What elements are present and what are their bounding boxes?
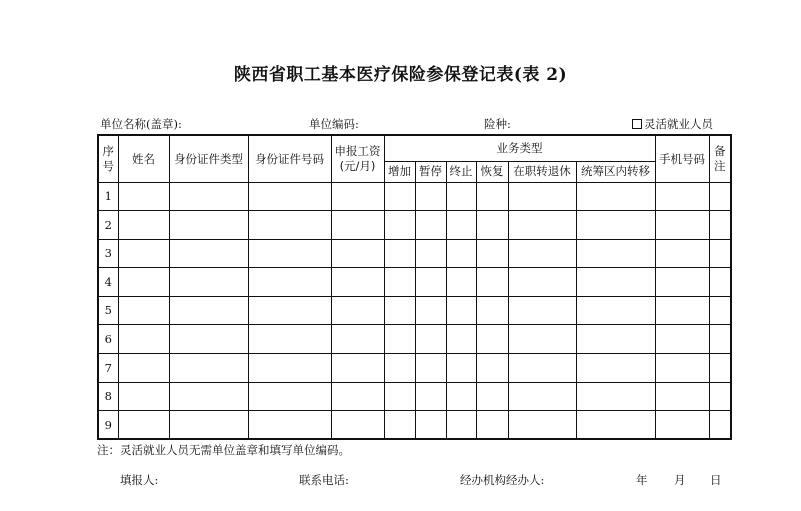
cell-name[interactable] <box>118 268 169 297</box>
row-number: 3 <box>98 239 118 268</box>
cell-wage[interactable] <box>331 354 384 383</box>
cell-retire[interactable] <box>508 411 576 440</box>
cell-wage[interactable] <box>331 182 384 211</box>
cell-retire[interactable] <box>508 354 576 383</box>
flexible-employment-label: 灵活就业人员 <box>644 117 713 131</box>
cell-terminate[interactable] <box>446 182 476 211</box>
date-day-label: 日 <box>710 473 722 487</box>
cell-remarks[interactable] <box>709 325 731 354</box>
cell-id-number[interactable] <box>248 182 331 211</box>
cell-phone[interactable] <box>655 182 709 211</box>
header-wage <box>331 135 384 182</box>
cell-retire[interactable] <box>508 182 576 211</box>
header-sub-terminate: 终止 <box>446 161 476 182</box>
cell-terminate[interactable] <box>446 325 476 354</box>
cell-phone[interactable] <box>655 325 709 354</box>
cell-pause[interactable] <box>415 239 446 268</box>
cell-retire[interactable] <box>508 296 576 325</box>
cell-wage[interactable] <box>331 296 384 325</box>
cell-add[interactable] <box>384 325 415 354</box>
cell-name[interactable] <box>118 211 169 240</box>
cell-name[interactable] <box>118 239 169 268</box>
cell-wage[interactable] <box>331 325 384 354</box>
cell-remarks[interactable] <box>709 268 731 297</box>
header-business-type: 业务类型 <box>384 135 655 161</box>
cell-id-number[interactable] <box>248 354 331 383</box>
cell-resume[interactable] <box>476 354 508 383</box>
cell-id-number[interactable] <box>248 411 331 440</box>
form-title: 陕西省职工基本医疗保险参保登记表(表 2) <box>233 65 568 85</box>
cell-id-type[interactable] <box>169 296 248 325</box>
header-seq <box>98 135 118 182</box>
row-number: 1 <box>98 182 118 211</box>
cell-terminate[interactable] <box>446 411 476 440</box>
cell-id-type[interactable] <box>169 182 248 211</box>
header-sub-add: 增加 <box>384 161 415 182</box>
cell-retire[interactable] <box>508 211 576 240</box>
cell-id-number[interactable] <box>248 325 331 354</box>
cell-add[interactable] <box>384 411 415 440</box>
cell-id-number[interactable] <box>248 239 331 268</box>
header-wage-line1: 申报工资 <box>334 144 381 159</box>
cell-resume[interactable] <box>476 382 508 411</box>
cell-retire[interactable] <box>508 239 576 268</box>
cell-id-type[interactable] <box>169 411 248 440</box>
cell-pause[interactable] <box>415 268 446 297</box>
insurance-type-label: 险种: <box>484 117 511 131</box>
cell-id-type[interactable] <box>169 211 248 240</box>
header-seq-text: 序号 <box>102 144 114 173</box>
cell-terminate[interactable] <box>446 211 476 240</box>
table-row <box>98 296 731 325</box>
table-row <box>98 182 731 211</box>
header-remarks <box>709 135 731 182</box>
cell-pause[interactable] <box>415 382 446 411</box>
cell-retire[interactable] <box>508 325 576 354</box>
cell-transfer[interactable] <box>576 211 655 240</box>
header-id-type: 身份证件类型 <box>169 135 248 182</box>
date-month-label: 月 <box>674 473 686 487</box>
row-number: 9 <box>98 411 118 440</box>
cell-resume[interactable] <box>476 268 508 297</box>
cell-pause[interactable] <box>415 325 446 354</box>
cell-resume[interactable] <box>476 325 508 354</box>
cell-pause[interactable] <box>415 354 446 383</box>
cell-id-type[interactable] <box>169 354 248 383</box>
cell-phone[interactable] <box>655 268 709 297</box>
cell-terminate[interactable] <box>446 382 476 411</box>
cell-id-type[interactable] <box>169 239 248 268</box>
cell-terminate[interactable] <box>446 354 476 383</box>
row-number: 8 <box>98 382 118 411</box>
cell-terminate[interactable] <box>446 239 476 268</box>
table-row <box>98 325 731 354</box>
cell-id-number[interactable] <box>248 268 331 297</box>
cell-remarks[interactable] <box>709 182 731 211</box>
cell-retire[interactable] <box>508 382 576 411</box>
cell-resume[interactable] <box>476 211 508 240</box>
cell-name[interactable] <box>118 325 169 354</box>
table-row <box>98 411 731 440</box>
cell-name[interactable] <box>118 382 169 411</box>
footnote: 注：灵活就业人员无需单位盖章和填写单位编码。 <box>97 443 350 457</box>
cell-transfer[interactable] <box>576 268 655 297</box>
table-row <box>98 268 731 297</box>
header-sub-transfer: 统筹区内转移 <box>576 161 655 182</box>
date-year-label: 年 <box>636 473 648 487</box>
unit-code-label: 单位编码: <box>309 117 359 131</box>
cell-retire[interactable] <box>508 268 576 297</box>
cell-terminate[interactable] <box>446 296 476 325</box>
cell-terminate[interactable] <box>446 268 476 297</box>
cell-resume[interactable] <box>476 239 508 268</box>
cell-wage[interactable] <box>331 211 384 240</box>
cell-id-type[interactable] <box>169 268 248 297</box>
cell-phone[interactable] <box>655 239 709 268</box>
cell-id-type[interactable] <box>169 382 248 411</box>
header-sub-resume: 恢复 <box>476 161 508 182</box>
cell-id-number[interactable] <box>248 211 331 240</box>
cell-resume[interactable] <box>476 411 508 440</box>
cell-wage[interactable] <box>331 268 384 297</box>
registration-table <box>97 134 732 440</box>
cell-resume[interactable] <box>476 182 508 211</box>
cell-wage[interactable] <box>331 382 384 411</box>
cell-remarks[interactable] <box>709 239 731 268</box>
cell-wage[interactable] <box>331 411 384 440</box>
cell-remarks[interactable] <box>709 296 731 325</box>
row-number: 4 <box>98 268 118 297</box>
table-row <box>98 354 731 383</box>
cell-transfer[interactable] <box>576 354 655 383</box>
unit-name-label: 单位名称(盖章): <box>100 117 182 131</box>
cell-phone[interactable] <box>655 211 709 240</box>
cell-id-number[interactable] <box>248 296 331 325</box>
cell-pause[interactable] <box>415 411 446 440</box>
header-wage-line2: (元/月) <box>339 158 376 173</box>
cell-add[interactable] <box>384 182 415 211</box>
cell-add[interactable] <box>384 211 415 240</box>
flexible-employment-checkbox[interactable] <box>632 119 642 129</box>
cell-resume[interactable] <box>476 296 508 325</box>
row-number: 2 <box>98 211 118 240</box>
cell-phone[interactable] <box>655 411 709 440</box>
cell-transfer[interactable] <box>576 411 655 440</box>
cell-transfer[interactable] <box>576 325 655 354</box>
header-name: 姓名 <box>118 135 169 182</box>
cell-wage[interactable] <box>331 239 384 268</box>
cell-id-type[interactable] <box>169 325 248 354</box>
cell-remarks[interactable] <box>709 382 731 411</box>
cell-id-number[interactable] <box>248 382 331 411</box>
cell-phone[interactable] <box>655 296 709 325</box>
row-number: 7 <box>98 354 118 383</box>
cell-remarks[interactable] <box>709 211 731 240</box>
header-phone: 手机号码 <box>655 135 709 182</box>
cell-pause[interactable] <box>415 211 446 240</box>
cell-pause[interactable] <box>415 182 446 211</box>
cell-transfer[interactable] <box>576 382 655 411</box>
cell-phone[interactable] <box>655 354 709 383</box>
cell-name[interactable] <box>118 182 169 211</box>
filler-label: 填报人: <box>120 473 159 487</box>
header-remarks-text: 备注 <box>714 144 726 173</box>
table-row <box>98 239 731 268</box>
table-row <box>98 382 731 411</box>
row-number: 6 <box>98 325 118 354</box>
cell-name[interactable] <box>118 296 169 325</box>
flexible-employment-option[interactable] <box>632 116 713 132</box>
cell-add[interactable] <box>384 354 415 383</box>
cell-remarks[interactable] <box>709 411 731 440</box>
header-id-number: 身份证件号码 <box>248 135 331 182</box>
cell-phone[interactable] <box>655 382 709 411</box>
cell-transfer[interactable] <box>576 239 655 268</box>
header-sub-pause: 暂停 <box>415 161 446 182</box>
table-row <box>98 211 731 240</box>
cell-remarks[interactable] <box>709 354 731 383</box>
agency-handler-label: 经办机构经办人: <box>460 473 545 487</box>
cell-transfer[interactable] <box>576 182 655 211</box>
cell-add[interactable] <box>384 382 415 411</box>
cell-transfer[interactable] <box>576 296 655 325</box>
cell-name[interactable] <box>118 354 169 383</box>
cell-add[interactable] <box>384 296 415 325</box>
cell-add[interactable] <box>384 268 415 297</box>
header-sub-retire: 在职转退休 <box>508 161 576 182</box>
cell-name[interactable] <box>118 411 169 440</box>
row-number: 5 <box>98 296 118 325</box>
contact-phone-label: 联系电话: <box>299 473 349 487</box>
cell-pause[interactable] <box>415 296 446 325</box>
cell-add[interactable] <box>384 239 415 268</box>
